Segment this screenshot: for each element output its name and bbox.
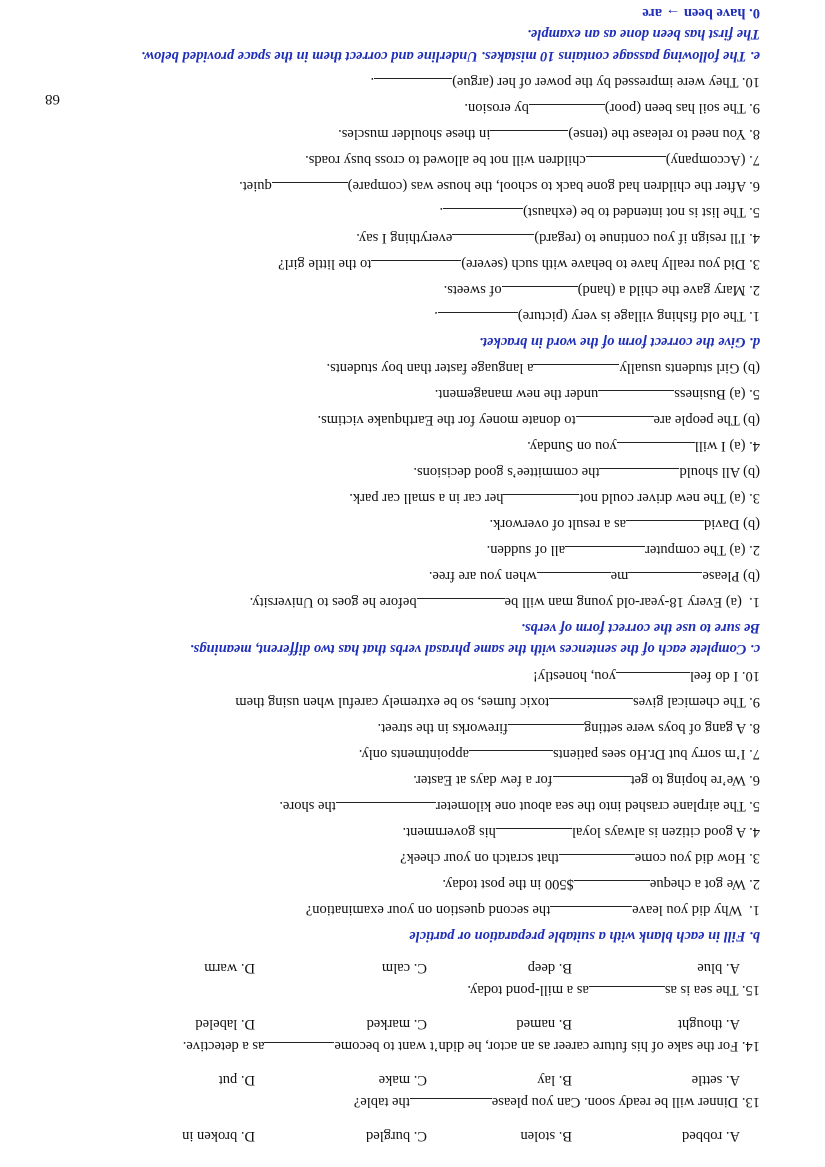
section-e-heading: e. The following passage contains 10 mistakes. Underline and correct them in the space provided below. — [141, 48, 760, 64]
d-question-8: 8. You need to release the (tense)in these shoulder muscles. — [338, 126, 760, 142]
example-answer: 0. have been → are — [642, 5, 760, 21]
b-question-7: 7. I’m sorry but Dr.Ho sees patientsappointments only. — [358, 746, 760, 762]
q14-option-a: A. thought — [677, 1016, 740, 1032]
b-question-8: 8. A gang of boys were settingfireworks in the street. — [377, 720, 760, 736]
d-question-6: 6. After the children had gone back to school, the house was (compare)quiet. — [239, 178, 760, 194]
d-question-10: 10. They were impressed by the power of her (argue). — [370, 74, 760, 90]
q13-option-c: C. make — [378, 1072, 427, 1088]
b-question-9: 9. The chemical givestoxic fumes, so be extremely careful when using them — [235, 694, 760, 710]
c-question-5b: (b) Girl students usuallya language faster than boy students. — [326, 360, 760, 376]
q15-option-b: B. deep — [527, 960, 572, 976]
d-question-9: 9. The soil has been (poor)by erosion. — [464, 100, 760, 116]
c-question-2b: (b) Davidas a result of overwork. — [489, 516, 760, 532]
b-question-5: 5. The airplane crashed into the sea about one kilometerthe shore. — [279, 798, 760, 814]
c-question-2a: 2. (a) The computerall of sudden. — [486, 542, 760, 558]
q14-option-b: B. named — [516, 1016, 572, 1032]
section-d-heading: d. Give the correct form of the word in bracket. — [479, 334, 760, 350]
c-question-1b: (b) Pleasemewhen you are free. — [428, 568, 760, 584]
c-question-5a: 5. (a) Businessunder the new management. — [434, 386, 760, 402]
q13-option-b: B. lay — [537, 1072, 572, 1088]
c-question-4b: (b) The people areto donate money for the Earthquake victims. — [317, 412, 760, 428]
page-number: 68 — [45, 91, 60, 107]
d-question-3: 3. Did you really have to behave with such (severe)to the little girl? — [278, 256, 760, 272]
q12-option-c: C. burgled — [366, 1128, 427, 1144]
q13-option-a: A. settle — [691, 1072, 740, 1088]
b-question-1: 1. Why did you leavethe second question on your examination? — [305, 902, 760, 918]
b-question-10: 10. I do feelyou, honestly! — [532, 668, 760, 684]
q14-option-c: C. marked — [366, 1016, 427, 1032]
b-question-2: 2. We got a cheque$500 in the post today. — [442, 876, 760, 892]
q15-option-d: D. warm — [204, 960, 255, 976]
section-e-subheading: The first has been done as an example. — [527, 26, 760, 42]
q14-text: 14. For the sake of his future career as an actor, he didn’t want to becomeas a detective. — [182, 1038, 760, 1054]
b-question-3: 3. How did you comethat scratch on your cheek? — [400, 850, 760, 866]
c-question-1a: 1. (a) Every 18-year-old young man will bebefore he goes to University. — [249, 594, 760, 610]
q15-option-c: C. calm — [381, 960, 427, 976]
q15-option-a: A. blue — [697, 960, 740, 976]
section-b-heading: b. Fill in each blank with a suitable preparation or particle — [409, 928, 760, 944]
q13-text: 13. Dinner will be ready soon. Can you pleasethe table? — [353, 1094, 760, 1110]
q12-option-d: D. broken in — [182, 1128, 255, 1144]
d-question-4: 4. I'll resign if you continue to (regard)everything I say. — [356, 230, 760, 246]
d-question-1: 1. The old fishing village is very (picture). — [434, 308, 760, 324]
section-c-heading: c. Complete each of the sentences with the same phrasal verbs that has two different, meanings. — [189, 641, 760, 657]
q14-option-d: D. labeled — [195, 1016, 255, 1032]
q15-text: 15. The sea is asas a mill-pond today. — [467, 982, 760, 998]
section-c-subheading: Be sure to use the correct form of verbs. — [521, 620, 760, 636]
q12-option-b: B. stolen — [520, 1128, 572, 1144]
c-question-3b: (b) All shouldthe committee’s good decisions. — [413, 464, 760, 480]
b-question-6: 6. We’re hoping to getfor a few days at Easter. — [413, 772, 760, 788]
q13-option-d: D. put — [218, 1072, 255, 1088]
d-question-7: 7. (Accompany)children will not be allowed to cross busy roads. — [305, 152, 760, 168]
d-question-5: 5. The list is not intended to be (exhaust). — [439, 204, 760, 220]
c-question-3a: 3. (a) The new driver could nother car in a small car park. — [349, 490, 760, 506]
b-question-4: 4. A good citizen is always loyalhis government. — [402, 824, 760, 840]
d-question-2: 2. Mary gave the child a (hand)of sweets. — [443, 282, 760, 298]
q12-option-a: A. robbed — [682, 1128, 740, 1144]
c-question-4a: 4. (a) I willyou on Sunday. — [527, 438, 760, 454]
